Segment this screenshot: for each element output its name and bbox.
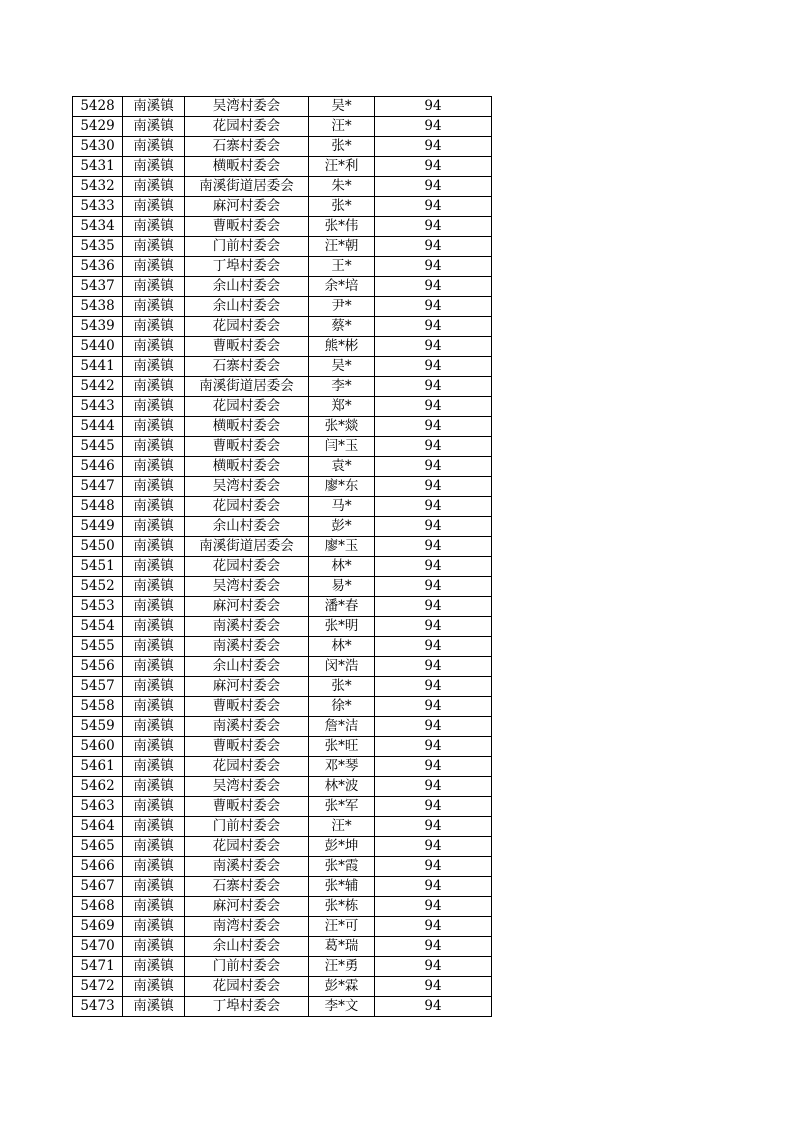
score-cell: 94 <box>375 697 492 717</box>
table-row <box>73 377 492 397</box>
row-number-cell: 5452 <box>73 577 123 597</box>
committee-cell: 南溪街道居委会 <box>185 177 309 197</box>
committee-cell: 余山村委会 <box>185 517 309 537</box>
committee-cell: 吴湾村委会 <box>185 477 309 497</box>
town-cell: 南溪镇 <box>123 657 185 677</box>
committee-cell: 门前村委会 <box>185 957 309 977</box>
row-number-cell: 5471 <box>73 957 123 977</box>
town-cell: 南溪镇 <box>123 97 185 117</box>
name-cell: 张*军 <box>309 797 375 817</box>
score-cell: 94 <box>375 817 492 837</box>
row-number-cell: 5461 <box>73 757 123 777</box>
town-cell: 南溪镇 <box>123 277 185 297</box>
row-number-cell: 5446 <box>73 457 123 477</box>
name-cell: 詹*洁 <box>309 717 375 737</box>
row-number-cell: 5459 <box>73 717 123 737</box>
row-number-cell: 5465 <box>73 837 123 857</box>
town-cell: 南溪镇 <box>123 757 185 777</box>
committee-cell: 花园村委会 <box>185 557 309 577</box>
row-number-cell: 5435 <box>73 237 123 257</box>
table-row <box>73 457 492 477</box>
name-cell: 余*培 <box>309 277 375 297</box>
score-cell: 94 <box>375 577 492 597</box>
score-cell: 94 <box>375 677 492 697</box>
table-row <box>73 857 492 877</box>
committee-cell: 余山村委会 <box>185 277 309 297</box>
committee-cell: 余山村委会 <box>185 937 309 957</box>
town-cell: 南溪镇 <box>123 317 185 337</box>
table-row <box>73 917 492 937</box>
town-cell: 南溪镇 <box>123 377 185 397</box>
committee-cell: 南溪村委会 <box>185 637 309 657</box>
score-cell: 94 <box>375 777 492 797</box>
score-cell: 94 <box>375 257 492 277</box>
committee-cell: 丁埠村委会 <box>185 997 309 1017</box>
score-cell: 94 <box>375 877 492 897</box>
name-cell: 张*伟 <box>309 217 375 237</box>
table-row <box>73 137 492 157</box>
score-cell: 94 <box>375 517 492 537</box>
score-cell: 94 <box>375 917 492 937</box>
table-row <box>73 317 492 337</box>
row-number-cell: 5467 <box>73 877 123 897</box>
score-cell: 94 <box>375 897 492 917</box>
row-number-cell: 5463 <box>73 797 123 817</box>
town-cell: 南溪镇 <box>123 617 185 637</box>
table-row <box>73 937 492 957</box>
table-row <box>73 657 492 677</box>
table-row <box>73 357 492 377</box>
row-number-cell: 5450 <box>73 537 123 557</box>
town-cell: 南溪镇 <box>123 217 185 237</box>
row-number-cell: 5439 <box>73 317 123 337</box>
name-cell: 尹* <box>309 297 375 317</box>
committee-cell: 南溪街道居委会 <box>185 537 309 557</box>
row-number-cell: 5430 <box>73 137 123 157</box>
name-cell: 汪*利 <box>309 157 375 177</box>
name-cell: 李* <box>309 377 375 397</box>
town-cell: 南溪镇 <box>123 557 185 577</box>
name-cell: 闵*浩 <box>309 657 375 677</box>
table-row <box>73 677 492 697</box>
town-cell: 南溪镇 <box>123 197 185 217</box>
name-cell: 张*霞 <box>309 857 375 877</box>
table-row <box>73 177 492 197</box>
table-row <box>73 297 492 317</box>
table-row <box>73 577 492 597</box>
row-number-cell: 5448 <box>73 497 123 517</box>
table-row <box>73 117 492 137</box>
score-cell: 94 <box>375 117 492 137</box>
committee-cell: 麻河村委会 <box>185 597 309 617</box>
name-cell: 张* <box>309 197 375 217</box>
row-number-cell: 5433 <box>73 197 123 217</box>
table-row <box>73 777 492 797</box>
row-number-cell: 5453 <box>73 597 123 617</box>
committee-cell: 曹畈村委会 <box>185 437 309 457</box>
score-cell: 94 <box>375 597 492 617</box>
row-number-cell: 5449 <box>73 517 123 537</box>
name-cell: 汪* <box>309 117 375 137</box>
table-row <box>73 837 492 857</box>
name-cell: 李*文 <box>309 997 375 1017</box>
town-cell: 南溪镇 <box>123 437 185 457</box>
committee-cell: 麻河村委会 <box>185 897 309 917</box>
committee-cell: 花园村委会 <box>185 497 309 517</box>
committee-cell: 横畈村委会 <box>185 457 309 477</box>
name-cell: 汪* <box>309 817 375 837</box>
committee-cell: 石寨村委会 <box>185 877 309 897</box>
committee-cell: 麻河村委会 <box>185 677 309 697</box>
name-cell: 张*栋 <box>309 897 375 917</box>
row-number-cell: 5470 <box>73 937 123 957</box>
committee-cell: 南湾村委会 <box>185 917 309 937</box>
committee-cell: 横畈村委会 <box>185 417 309 437</box>
row-number-cell: 5457 <box>73 677 123 697</box>
town-cell: 南溪镇 <box>123 517 185 537</box>
committee-cell: 曹畈村委会 <box>185 737 309 757</box>
score-cell: 94 <box>375 797 492 817</box>
row-number-cell: 5455 <box>73 637 123 657</box>
name-cell: 廖*玉 <box>309 537 375 557</box>
table-row <box>73 897 492 917</box>
row-number-cell: 5472 <box>73 977 123 997</box>
score-cell: 94 <box>375 157 492 177</box>
name-cell: 吴* <box>309 97 375 117</box>
name-cell: 张*明 <box>309 617 375 637</box>
row-number-cell: 5428 <box>73 97 123 117</box>
score-cell: 94 <box>375 757 492 777</box>
town-cell: 南溪镇 <box>123 597 185 617</box>
name-cell: 汪*勇 <box>309 957 375 977</box>
score-cell: 94 <box>375 337 492 357</box>
row-number-cell: 5454 <box>73 617 123 637</box>
town-cell: 南溪镇 <box>123 637 185 657</box>
name-cell: 廖*东 <box>309 477 375 497</box>
town-cell: 南溪镇 <box>123 177 185 197</box>
committee-cell: 南溪街道居委会 <box>185 377 309 397</box>
table-row <box>73 637 492 657</box>
name-cell: 彭*坤 <box>309 837 375 857</box>
score-cell: 94 <box>375 457 492 477</box>
town-cell: 南溪镇 <box>123 417 185 437</box>
table-row <box>73 217 492 237</box>
table-row <box>73 617 492 637</box>
town-cell: 南溪镇 <box>123 857 185 877</box>
committee-cell: 花园村委会 <box>185 757 309 777</box>
committee-cell: 花园村委会 <box>185 117 309 137</box>
row-number-cell: 5440 <box>73 337 123 357</box>
town-cell: 南溪镇 <box>123 397 185 417</box>
score-cell: 94 <box>375 317 492 337</box>
name-cell: 张*旺 <box>309 737 375 757</box>
town-cell: 南溪镇 <box>123 737 185 757</box>
row-number-cell: 5462 <box>73 777 123 797</box>
row-number-cell: 5436 <box>73 257 123 277</box>
table-row <box>73 337 492 357</box>
town-cell: 南溪镇 <box>123 897 185 917</box>
table-row <box>73 957 492 977</box>
committee-cell: 曹畈村委会 <box>185 697 309 717</box>
town-cell: 南溪镇 <box>123 297 185 317</box>
row-number-cell: 5432 <box>73 177 123 197</box>
name-cell: 吴* <box>309 357 375 377</box>
committee-cell: 吴湾村委会 <box>185 97 309 117</box>
name-cell: 张*辅 <box>309 877 375 897</box>
score-cell: 94 <box>375 357 492 377</box>
table-row <box>73 997 492 1017</box>
score-cell: 94 <box>375 397 492 417</box>
name-cell: 汪*朝 <box>309 237 375 257</box>
row-number-cell: 5466 <box>73 857 123 877</box>
score-cell: 94 <box>375 97 492 117</box>
table-row <box>73 517 492 537</box>
name-cell: 闫*玉 <box>309 437 375 457</box>
name-cell: 朱* <box>309 177 375 197</box>
committee-cell: 南溪村委会 <box>185 617 309 637</box>
table-row <box>73 157 492 177</box>
committee-cell: 南溪村委会 <box>185 717 309 737</box>
table-row <box>73 237 492 257</box>
committee-cell: 余山村委会 <box>185 657 309 677</box>
town-cell: 南溪镇 <box>123 997 185 1017</box>
name-cell: 蔡* <box>309 317 375 337</box>
town-cell: 南溪镇 <box>123 117 185 137</box>
score-cell: 94 <box>375 537 492 557</box>
committee-cell: 门前村委会 <box>185 237 309 257</box>
town-cell: 南溪镇 <box>123 977 185 997</box>
committee-cell: 丁埠村委会 <box>185 257 309 277</box>
committee-cell: 花园村委会 <box>185 397 309 417</box>
table-row <box>73 397 492 417</box>
table-row <box>73 437 492 457</box>
row-number-cell: 5451 <box>73 557 123 577</box>
score-cell: 94 <box>375 937 492 957</box>
score-cell: 94 <box>375 737 492 757</box>
score-cell: 94 <box>375 617 492 637</box>
table-row <box>73 537 492 557</box>
town-cell: 南溪镇 <box>123 957 185 977</box>
score-cell: 94 <box>375 977 492 997</box>
committee-cell: 花园村委会 <box>185 317 309 337</box>
committee-cell: 石寨村委会 <box>185 137 309 157</box>
row-number-cell: 5443 <box>73 397 123 417</box>
table-row <box>73 257 492 277</box>
score-cell: 94 <box>375 857 492 877</box>
table-row <box>73 97 492 117</box>
name-cell: 彭*霖 <box>309 977 375 997</box>
score-cell: 94 <box>375 437 492 457</box>
town-cell: 南溪镇 <box>123 477 185 497</box>
score-cell: 94 <box>375 417 492 437</box>
town-cell: 南溪镇 <box>123 837 185 857</box>
score-cell: 94 <box>375 557 492 577</box>
score-cell: 94 <box>375 237 492 257</box>
town-cell: 南溪镇 <box>123 337 185 357</box>
name-cell: 林* <box>309 557 375 577</box>
score-cell: 94 <box>375 717 492 737</box>
town-cell: 南溪镇 <box>123 537 185 557</box>
committee-cell: 曹畈村委会 <box>185 217 309 237</box>
row-number-cell: 5469 <box>73 917 123 937</box>
name-cell: 张* <box>309 137 375 157</box>
row-number-cell: 5464 <box>73 817 123 837</box>
town-cell: 南溪镇 <box>123 697 185 717</box>
row-number-cell: 5473 <box>73 997 123 1017</box>
name-cell: 王* <box>309 257 375 277</box>
score-cell: 94 <box>375 837 492 857</box>
town-cell: 南溪镇 <box>123 357 185 377</box>
score-cell: 94 <box>375 197 492 217</box>
row-number-cell: 5431 <box>73 157 123 177</box>
row-number-cell: 5441 <box>73 357 123 377</box>
row-number-cell: 5445 <box>73 437 123 457</box>
table-row <box>73 717 492 737</box>
row-number-cell: 5437 <box>73 277 123 297</box>
committee-cell: 横畈村委会 <box>185 157 309 177</box>
table-row <box>73 197 492 217</box>
row-number-cell: 5458 <box>73 697 123 717</box>
town-cell: 南溪镇 <box>123 137 185 157</box>
table-row <box>73 697 492 717</box>
committee-cell: 门前村委会 <box>185 817 309 837</box>
name-cell: 郑* <box>309 397 375 417</box>
table-row <box>73 597 492 617</box>
committee-cell: 花园村委会 <box>185 837 309 857</box>
score-cell: 94 <box>375 297 492 317</box>
town-cell: 南溪镇 <box>123 157 185 177</box>
name-cell: 林* <box>309 637 375 657</box>
score-cell: 94 <box>375 997 492 1017</box>
town-cell: 南溪镇 <box>123 577 185 597</box>
score-cell: 94 <box>375 497 492 517</box>
town-cell: 南溪镇 <box>123 457 185 477</box>
score-cell: 94 <box>375 657 492 677</box>
table-body <box>73 97 492 1017</box>
row-number-cell: 5447 <box>73 477 123 497</box>
name-cell: 马* <box>309 497 375 517</box>
town-cell: 南溪镇 <box>123 937 185 957</box>
name-cell: 张* <box>309 677 375 697</box>
name-cell: 林*波 <box>309 777 375 797</box>
name-cell: 葛*瑞 <box>309 937 375 957</box>
name-cell: 邓*琴 <box>309 757 375 777</box>
name-cell: 熊*彬 <box>309 337 375 357</box>
score-cell: 94 <box>375 957 492 977</box>
score-cell: 94 <box>375 637 492 657</box>
table-row <box>73 417 492 437</box>
town-cell: 南溪镇 <box>123 877 185 897</box>
committee-cell: 吴湾村委会 <box>185 577 309 597</box>
row-number-cell: 5442 <box>73 377 123 397</box>
town-cell: 南溪镇 <box>123 817 185 837</box>
table-row <box>73 877 492 897</box>
score-cell: 94 <box>375 477 492 497</box>
name-cell: 汪*可 <box>309 917 375 937</box>
committee-cell: 麻河村委会 <box>185 197 309 217</box>
row-number-cell: 5456 <box>73 657 123 677</box>
row-number-cell: 5434 <box>73 217 123 237</box>
score-cell: 94 <box>375 137 492 157</box>
name-cell: 易* <box>309 577 375 597</box>
row-number-cell: 5468 <box>73 897 123 917</box>
town-cell: 南溪镇 <box>123 497 185 517</box>
town-cell: 南溪镇 <box>123 797 185 817</box>
table-row <box>73 977 492 997</box>
town-cell: 南溪镇 <box>123 777 185 797</box>
committee-cell: 吴湾村委会 <box>185 777 309 797</box>
data-table <box>72 96 492 1017</box>
committee-cell: 余山村委会 <box>185 297 309 317</box>
town-cell: 南溪镇 <box>123 917 185 937</box>
town-cell: 南溪镇 <box>123 237 185 257</box>
table-row <box>73 557 492 577</box>
committee-cell: 曹畈村委会 <box>185 797 309 817</box>
table-row <box>73 477 492 497</box>
table-row <box>73 277 492 297</box>
score-cell: 94 <box>375 377 492 397</box>
town-cell: 南溪镇 <box>123 677 185 697</box>
row-number-cell: 5460 <box>73 737 123 757</box>
table-row <box>73 737 492 757</box>
score-cell: 94 <box>375 217 492 237</box>
name-cell: 袁* <box>309 457 375 477</box>
name-cell: 张*燚 <box>309 417 375 437</box>
table-row <box>73 797 492 817</box>
table-row <box>73 757 492 777</box>
table-row <box>73 497 492 517</box>
name-cell: 徐* <box>309 697 375 717</box>
row-number-cell: 5429 <box>73 117 123 137</box>
table-row <box>73 817 492 837</box>
row-number-cell: 5444 <box>73 417 123 437</box>
row-number-cell: 5438 <box>73 297 123 317</box>
town-cell: 南溪镇 <box>123 717 185 737</box>
committee-cell: 花园村委会 <box>185 977 309 997</box>
town-cell: 南溪镇 <box>123 257 185 277</box>
committee-cell: 南溪村委会 <box>185 857 309 877</box>
name-cell: 彭* <box>309 517 375 537</box>
name-cell: 潘*春 <box>309 597 375 617</box>
score-cell: 94 <box>375 277 492 297</box>
score-cell: 94 <box>375 177 492 197</box>
committee-cell: 曹畈村委会 <box>185 337 309 357</box>
committee-cell: 石寨村委会 <box>185 357 309 377</box>
